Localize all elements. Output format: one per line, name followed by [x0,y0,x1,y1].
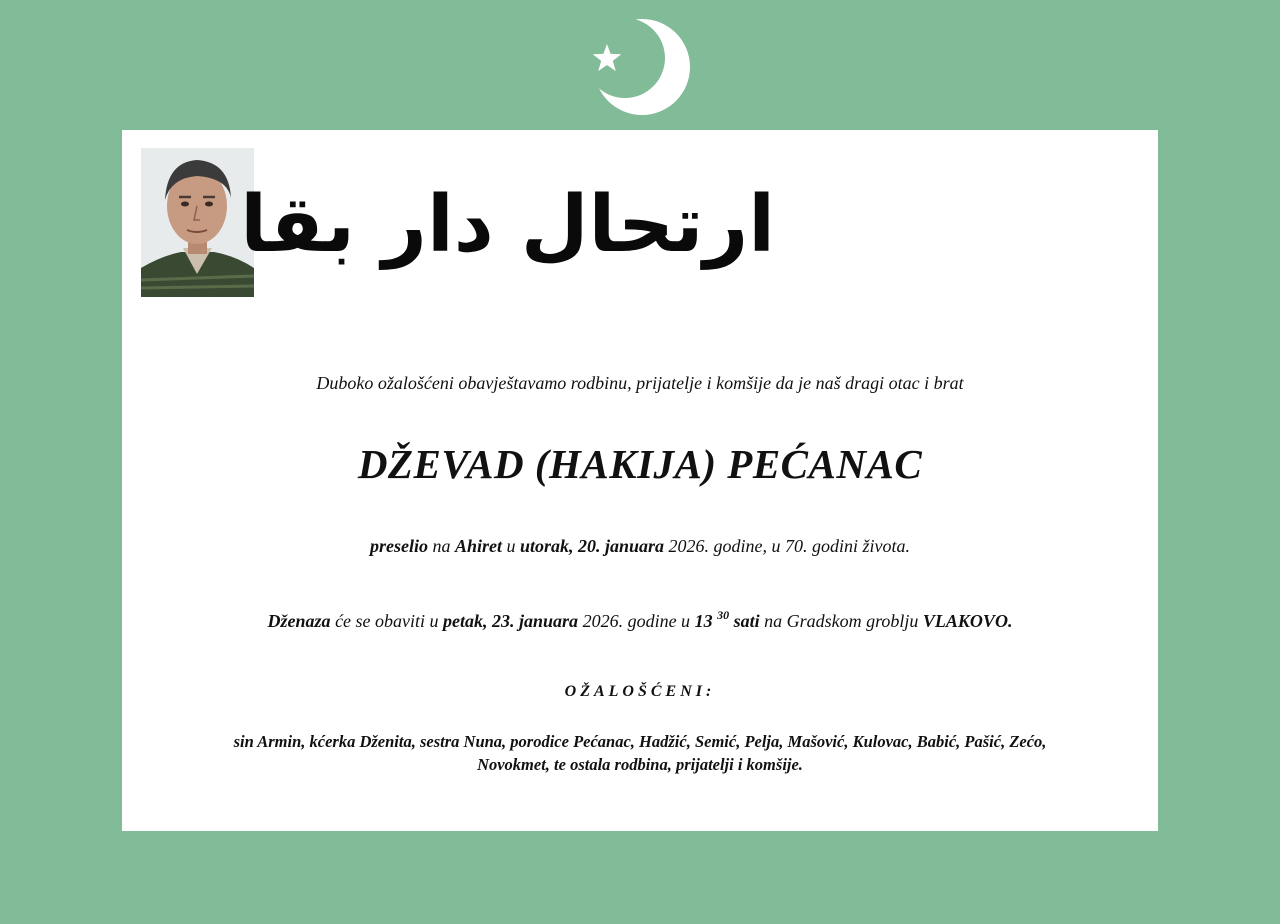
arabic-calligraphy: ارتحال دار بقا [240,180,775,270]
funeral-line: Dženaza će se obaviti u petak, 23. januara 2026. godine u 13 $^{30}$ sati na Gradskom groblju VLAKOVO. [267,608,1013,631]
obituary-card [122,130,1158,831]
passing-line: preselio na Ahiret u utorak, 20. januara 2026. godine, u 70. godini života. [369,536,911,556]
mourners-heading: OŽALOŠĆENI: [564,683,716,700]
portrait-photo [141,148,254,297]
mourners-list [122,730,1158,776]
star-and-crescent-icon [585,14,695,124]
mourners-line: Novokmet, te ostala rodbina, prijatelji i komšije. [477,755,803,774]
mourners-line: sin Armin, kćerka Dženita, sestra Nuna, porodice Pećanac, Hadžić, Semić, Pelja, Mašović, Kulovac, Babić, Pašić, Zećo, [233,732,1047,751]
intro-text: Duboko ožalošćeni obavještavamo rodbinu, prijatelje i komšije da je naš dragi otac i brat [316,373,964,393]
deceased-name: DŽEVAD (HAKIJA) PEĆANAC [357,441,923,487]
